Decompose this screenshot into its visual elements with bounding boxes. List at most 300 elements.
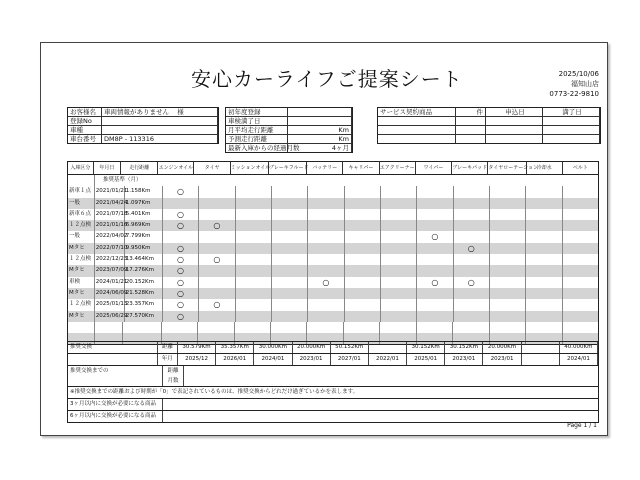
cell-mark	[417, 198, 453, 209]
table-header-cell: タイヤ	[194, 162, 230, 174]
cell-mark: ○	[163, 277, 199, 288]
cell-mark	[417, 311, 453, 322]
cell-mark: ○	[454, 277, 490, 288]
cell-mark	[199, 198, 235, 209]
doc-date: 2025/10/06	[558, 70, 599, 78]
cell-mark	[490, 243, 526, 254]
cell-mark	[345, 209, 381, 220]
table-header	[67, 161, 599, 175]
apply-label: 申込日	[486, 108, 543, 117]
remaining-sublabels	[163, 366, 184, 386]
cell-mark	[563, 209, 598, 220]
cell-mark	[307, 322, 343, 333]
expire-label: 満了日	[543, 108, 600, 117]
distances-value: 30.152Km	[445, 342, 483, 353]
cell-mark	[236, 243, 272, 254]
cell-mark	[308, 220, 344, 231]
cell-mark	[272, 277, 308, 288]
table-row	[67, 231, 599, 242]
cell-mark	[308, 299, 344, 310]
distances-value: 40.000Km	[560, 342, 598, 353]
table-row	[67, 288, 599, 299]
distances-value: 50.152Km	[331, 342, 369, 353]
cell-type: １２点検	[68, 220, 95, 231]
cell-type: 一般	[68, 198, 95, 209]
table-row	[67, 209, 599, 220]
proposal-sheet	[40, 42, 608, 436]
cell-mark	[272, 288, 308, 299]
three-month-label: 3ヶ月以内に交換が必要になる商品	[68, 399, 163, 410]
cell-mark	[380, 322, 416, 333]
cell-mark	[381, 288, 417, 299]
cell-mark: ○	[199, 254, 235, 265]
cell-mark	[308, 254, 344, 265]
distances-value: 30.579Km	[178, 342, 216, 353]
cell-mark	[490, 322, 526, 333]
table-row	[67, 243, 599, 254]
cell-mark	[563, 254, 598, 265]
cell-mark: ○	[163, 209, 199, 220]
table-header-cell: エンジンオイル	[158, 162, 194, 174]
table-row	[67, 277, 599, 288]
recommend-months	[178, 354, 598, 365]
cell-mark	[381, 243, 417, 254]
months-value: 2023/01	[293, 354, 331, 365]
chassis-value: DM8P - 113316	[102, 135, 218, 143]
cell-km: 1.158Km	[125, 186, 163, 197]
cell-mark	[417, 322, 453, 333]
cell-mark	[308, 265, 344, 276]
months-since-value: 4ヶ月	[288, 144, 352, 152]
cell-mark: ○	[163, 243, 199, 254]
cell-mark	[345, 299, 381, 310]
cell-date: 2021/04/24	[95, 198, 125, 209]
cell-mark	[563, 288, 598, 299]
cell-mark	[272, 198, 308, 209]
cell-km: 13.464Km	[125, 254, 163, 265]
cell-mark: ○	[163, 288, 199, 299]
cell-mark	[490, 311, 526, 322]
customer-box	[67, 107, 219, 144]
cell-date	[95, 322, 124, 333]
cell-mark	[490, 209, 526, 220]
cell-type: Mタヒ	[68, 311, 95, 322]
cell-mark	[417, 265, 453, 276]
cell-mark	[272, 231, 308, 242]
table-header-cell: ブレーキパッド	[452, 162, 488, 174]
cell-km: 5.401Km	[125, 209, 163, 220]
cell-mark	[563, 322, 598, 333]
cell-mark	[236, 186, 272, 197]
six-month-row	[67, 411, 599, 423]
cell-mark	[563, 231, 598, 242]
cell-type: 車検	[68, 277, 95, 288]
model-label: 車種	[68, 126, 102, 135]
cell-date: 2025/01/13	[95, 299, 125, 310]
table-row	[67, 254, 599, 265]
cell-mark	[236, 198, 272, 209]
cell-mark	[526, 220, 562, 231]
chassis-label: 車台番号	[68, 135, 102, 143]
first-reg-value	[288, 108, 352, 117]
cell-mark	[526, 322, 562, 333]
note-row	[67, 387, 599, 399]
cell-mark	[308, 311, 344, 322]
cell-mark: ○	[163, 254, 199, 265]
cell-mark: ○	[163, 311, 199, 322]
cell-date: 2021/01/21	[95, 186, 125, 197]
cell-mark	[236, 254, 272, 265]
cell-mark	[454, 198, 490, 209]
cell-mark	[272, 254, 308, 265]
cell-date: 2021/01/16	[95, 220, 125, 231]
monthly-km-value	[288, 126, 352, 135]
cell-mark	[454, 220, 490, 231]
cell-type: Mタヒ	[68, 243, 95, 254]
inspection-label: 車検満了日	[226, 117, 288, 126]
cell-mark	[454, 231, 490, 242]
cell-km: 7.799Km	[125, 231, 163, 242]
cell-mark: ○	[163, 220, 199, 231]
cell-mark	[272, 265, 308, 276]
page-number: Page 1 / 1	[567, 422, 597, 429]
cell-mark	[526, 277, 562, 288]
cell-mark	[272, 311, 308, 322]
cell-mark	[199, 277, 235, 288]
cell-mark: ○	[454, 243, 490, 254]
cell-type: １２点検	[68, 254, 95, 265]
cell-mark	[417, 288, 453, 299]
cell-mark	[563, 198, 598, 209]
cell-mark	[454, 299, 490, 310]
months-value: 2026/01	[216, 354, 254, 365]
cell-mark	[490, 254, 526, 265]
monthly-km-label: 月平均走行距離	[226, 126, 288, 135]
cell-mark	[199, 209, 235, 220]
cell-mark	[345, 220, 381, 231]
cell-date: 2021/07/18	[95, 209, 125, 220]
inspection-value	[288, 117, 352, 126]
cell-km: 17.276Km	[125, 265, 163, 276]
cell-mark	[381, 220, 417, 231]
recommend-distance-row	[67, 342, 599, 354]
cell-mark	[345, 254, 381, 265]
cell-type: 一般	[68, 231, 95, 242]
customer-name: 車両情報がありません	[104, 108, 169, 116]
months-value: 2025/01	[407, 354, 445, 365]
contract-label: サービス契約商品	[378, 108, 456, 117]
recommend-month-row	[67, 354, 599, 366]
shop-name: 福知山店	[571, 80, 599, 88]
cell-mark	[454, 311, 490, 322]
cell-mark	[345, 231, 381, 242]
cell-mark	[563, 299, 598, 310]
cell-mark	[381, 254, 417, 265]
cell-mark	[162, 322, 198, 333]
customer-name-label: お客様名	[68, 108, 102, 117]
first-reg-label: 初年度登録	[226, 108, 288, 117]
cell-mark	[199, 265, 235, 276]
cell-date: 2022/12/23	[95, 254, 125, 265]
cell-mark	[308, 186, 344, 197]
table-header-cell: ワイパー	[416, 162, 452, 174]
cell-mark	[345, 288, 381, 299]
cell-mark	[236, 231, 272, 242]
cell-km: 23.357Km	[125, 299, 163, 310]
months-value: 2023/01	[445, 354, 483, 365]
customer-name-cell	[102, 108, 218, 117]
km-unit: Km	[338, 126, 349, 134]
cell-date: 2022/07/10	[95, 243, 125, 254]
distances-value: 30.152Km	[407, 342, 445, 353]
table-header-cell: タイヤローテーション	[488, 162, 526, 174]
cell-date: 2022/04/02	[95, 231, 125, 242]
count-label: 件	[456, 108, 486, 117]
expected-km-label: 予測走行距離	[226, 135, 288, 144]
vehicle-box	[225, 107, 353, 153]
cell-mark: ○	[163, 265, 199, 276]
cell-mark	[308, 198, 344, 209]
cell-mark	[453, 322, 489, 333]
cell-mark	[526, 299, 562, 310]
table-header-cell: 冷却水	[527, 162, 563, 174]
table-row	[67, 186, 599, 197]
maintenance-table	[67, 161, 599, 345]
cell-mark	[381, 198, 417, 209]
cell-mark	[271, 322, 307, 333]
remaining-row	[67, 366, 599, 387]
table-header-cell: 年月日	[94, 162, 122, 174]
cell-mark	[272, 299, 308, 310]
months-value	[522, 354, 560, 365]
cell-mark	[272, 220, 308, 231]
cell-mark: ○	[199, 220, 235, 231]
table-header-cell: 入庫区分	[68, 162, 94, 174]
header-meta	[549, 69, 599, 99]
cell-mark	[235, 322, 271, 333]
cell-date: 2025/06/29	[95, 311, 125, 322]
cell-type: 新車１点	[68, 186, 95, 197]
cell-mark	[308, 231, 344, 242]
cell-mark	[381, 299, 417, 310]
cell-mark	[236, 209, 272, 220]
cell-date: 2024/06/09	[95, 288, 125, 299]
cell-mark	[417, 220, 453, 231]
months-value: 2024/01	[254, 354, 292, 365]
cell-mark	[526, 186, 562, 197]
cell-mark	[236, 288, 272, 299]
remaining-month-label: 月数	[167, 378, 179, 384]
cell-mark	[454, 186, 490, 197]
shop-phone: 0773-22-9810	[549, 90, 599, 98]
cell-mark	[490, 277, 526, 288]
table-row	[67, 299, 599, 310]
table-header-cell: ブレーキフルード	[269, 162, 307, 174]
cell-mark	[563, 265, 598, 276]
cell-mark	[345, 277, 381, 288]
table-header-cell: エアクリーナー	[380, 162, 416, 174]
cell-type: １２点検	[68, 299, 95, 310]
cell-mark	[490, 265, 526, 276]
cell-mark	[526, 209, 562, 220]
table-header-cell: バッテリー	[307, 162, 343, 174]
reg-no-label: 登録No	[68, 117, 102, 126]
table-header-cell: 走行距離	[121, 162, 158, 174]
cell-mark	[381, 209, 417, 220]
months-value: 2023/01	[483, 354, 521, 365]
remaining-distance-label: 距離	[167, 368, 179, 374]
cell-mark: ○	[163, 186, 199, 197]
table-row	[67, 220, 599, 231]
honorific: 様	[177, 108, 184, 116]
months-value: 2024/01	[560, 354, 598, 365]
distances-value: 35.357Km	[216, 342, 254, 353]
cell-mark	[199, 231, 235, 242]
cell-mark	[199, 311, 235, 322]
distances-value	[522, 342, 560, 353]
service-box	[377, 107, 601, 144]
cell-mark	[236, 277, 272, 288]
cell-mark	[526, 198, 562, 209]
reg-no-value	[102, 117, 218, 126]
three-month-row	[67, 399, 599, 411]
recommend-distances	[178, 342, 598, 353]
cell-mark	[199, 243, 235, 254]
distances-value: 20.000Km	[483, 342, 521, 353]
cell-mark	[381, 186, 417, 197]
cell-mark	[308, 243, 344, 254]
six-month-label: 6ヶ月以内に交換が必要になる商品	[68, 411, 163, 422]
cell-mark	[563, 186, 598, 197]
table-header-cell: キャリパー	[343, 162, 379, 174]
cell-mark	[345, 311, 381, 322]
cell-mark	[526, 243, 562, 254]
cell-mark	[526, 231, 562, 242]
table-row	[67, 198, 599, 209]
cell-mark: ○	[417, 277, 453, 288]
months-value: 2027/01	[331, 354, 369, 365]
distances-value: 30.000Km	[254, 342, 292, 353]
recommend-month-label: 年月	[158, 354, 178, 365]
cell-km: 20.152Km	[125, 277, 163, 288]
cell-km: 6.969Km	[125, 220, 163, 231]
subheader-row	[67, 175, 599, 186]
cell-mark	[563, 311, 598, 322]
cell-km: 27.570Km	[125, 311, 163, 322]
cell-type: Mタヒ	[68, 288, 95, 299]
table-header-cell: ミッションオイル	[231, 162, 269, 174]
cell-km	[123, 322, 161, 333]
cell-mark	[381, 311, 417, 322]
recommend-subheader: 推奨基準（月）	[103, 177, 142, 183]
cell-mark	[236, 311, 272, 322]
cell-mark	[417, 243, 453, 254]
cell-type	[68, 322, 95, 333]
cell-mark	[490, 198, 526, 209]
cell-mark	[272, 186, 308, 197]
cell-mark	[199, 186, 235, 197]
page-title: 安心カーライフご提案シート	[191, 67, 463, 91]
cell-mark	[563, 243, 598, 254]
cell-mark	[345, 186, 381, 197]
cell-mark	[526, 254, 562, 265]
cell-mark	[417, 209, 453, 220]
cell-mark: ○	[417, 231, 453, 242]
cell-mark	[417, 299, 453, 310]
cell-mark	[236, 299, 272, 310]
cell-mark	[490, 231, 526, 242]
cell-mark	[345, 198, 381, 209]
distances-value: 20.000Km	[293, 342, 331, 353]
recommend-distance-label: 距離	[158, 342, 178, 353]
cell-date: 2023/07/09	[95, 265, 125, 276]
cell-mark	[490, 299, 526, 310]
recommend-block	[67, 341, 599, 423]
expected-km-value	[288, 135, 352, 144]
cell-date: 2024/01/21	[95, 277, 125, 288]
cell-mark	[199, 288, 235, 299]
cell-mark	[236, 265, 272, 276]
cell-mark	[381, 277, 417, 288]
cell-mark	[490, 220, 526, 231]
cell-mark	[490, 288, 526, 299]
cell-mark	[163, 198, 199, 209]
table-body	[67, 186, 599, 345]
cell-mark	[198, 322, 234, 333]
model-value	[102, 126, 218, 135]
months-value: 2022/01	[369, 354, 407, 365]
table-row	[67, 311, 599, 322]
cell-mark	[344, 322, 380, 333]
cell-mark: ○	[308, 277, 344, 288]
cell-mark: ○	[199, 299, 235, 310]
cell-km: 1.097Km	[125, 198, 163, 209]
cell-mark	[381, 265, 417, 276]
cell-mark	[163, 231, 199, 242]
table-header-cell: ベルト	[572, 165, 588, 171]
note-text: ※推奨交換までの距離および時期が「0」で表記されているものは、推奨交換からどれだけ過ぎているかを表します。	[70, 389, 359, 395]
remaining-label: 推奨交換までの	[68, 366, 163, 386]
cell-mark	[272, 209, 308, 220]
cell-mark	[563, 220, 598, 231]
cell-mark	[308, 209, 344, 220]
months-value: 2025/12	[178, 354, 216, 365]
cell-mark	[454, 254, 490, 265]
cell-km: 21.528Km	[125, 288, 163, 299]
cell-mark	[526, 265, 562, 276]
cell-mark	[381, 231, 417, 242]
table-row	[67, 265, 599, 276]
cell-mark	[563, 277, 598, 288]
cell-mark	[526, 311, 562, 322]
cell-mark	[345, 265, 381, 276]
cell-mark	[454, 209, 490, 220]
cell-mark	[345, 243, 381, 254]
cell-mark	[454, 265, 490, 276]
cell-mark	[236, 220, 272, 231]
km-unit: Km	[338, 135, 349, 143]
months-since-label: 最新入庫からの経過月数	[228, 144, 300, 152]
cell-mark	[272, 243, 308, 254]
cell-mark	[308, 288, 344, 299]
table-row	[67, 322, 599, 333]
cell-mark	[454, 288, 490, 299]
cell-km: 9.950Km	[125, 243, 163, 254]
cell-mark	[417, 254, 453, 265]
cell-type: Mタヒ	[68, 265, 95, 276]
recommend-label: 推奨交換	[68, 342, 158, 353]
cell-mark	[490, 186, 526, 197]
